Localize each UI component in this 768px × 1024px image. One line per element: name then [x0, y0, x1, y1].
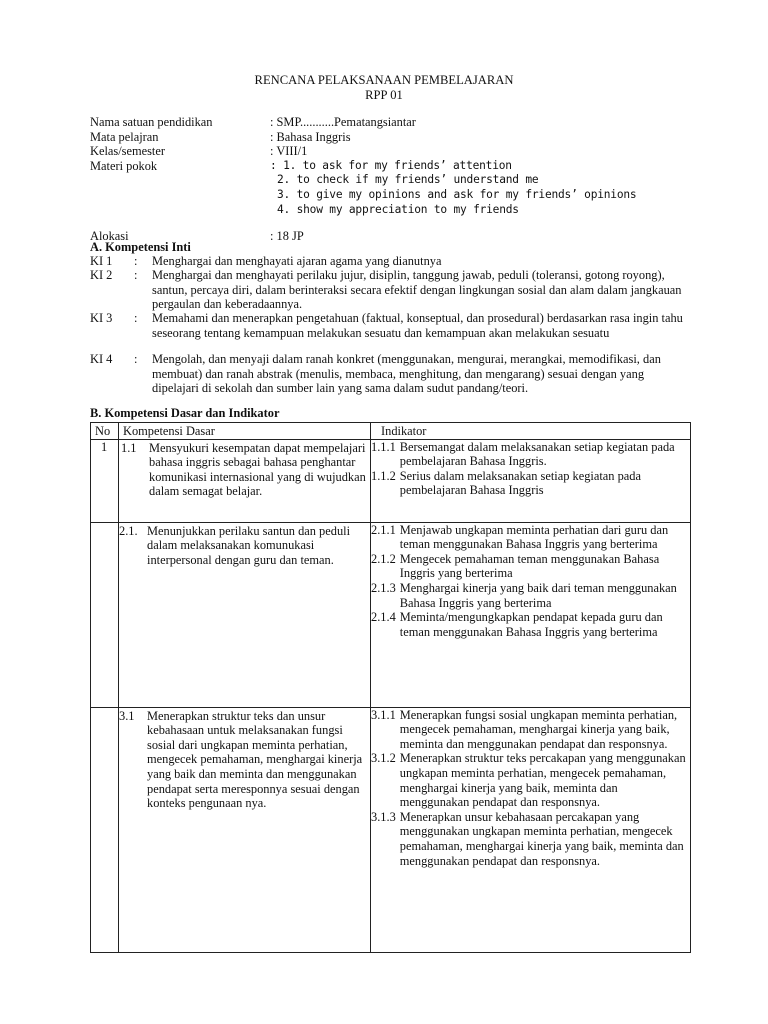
table-header-row — [91, 423, 691, 440]
kd-cell — [119, 707, 371, 952]
indikator-item — [371, 523, 690, 552]
ki-colon: : — [134, 268, 138, 282]
meta-row-satuan — [90, 115, 710, 130]
ki-text: Mengolah, dan menyaji dalam ranah konkret (menggunakan, mengurai, merangkai, memodifikasi, dan membuat) dan ranah abstrak (menulis, membaca, menghitung, dan mengarang) sesuai dengan yang dipelajari di sekolah dan sumber lain yang sama dalam sudut pandang/teori. — [152, 352, 661, 396]
indikator-item — [371, 751, 690, 809]
table-header-indikator: Indikator — [371, 423, 691, 440]
ki-code: KI 4 — [90, 352, 113, 366]
indikator-item — [371, 469, 690, 498]
indikator-item — [371, 440, 690, 469]
table-row — [91, 439, 691, 522]
indikator-item — [371, 810, 690, 868]
kd-entry — [119, 440, 370, 499]
indikator-number: 2.1.2 — [371, 551, 396, 566]
table-header-kd: Kompetensi Dasar — [119, 423, 371, 440]
indikator-number: 3.1.1 — [371, 707, 396, 722]
meta-label: Mata pelajran — [90, 129, 159, 144]
document-title: RENCANA PELAKSANAAN PEMBELAJARAN — [254, 73, 514, 87]
kd-number: 2.1. — [119, 523, 138, 538]
table-row — [91, 522, 691, 707]
section-heading-kompetensi-inti: A. Kompetensi Inti — [90, 240, 191, 254]
indikator-text: Bersemangat dalam melaksanakan setiap kegiatan pada pembelajaran Bahasa Inggris. — [399, 439, 675, 469]
ki-colon: : — [134, 311, 138, 325]
indikator-number: 1.1.1 — [371, 439, 396, 454]
meta-value: : SMP...........Pematangsiantar — [270, 115, 416, 129]
materi-item: 4. show my appreciation to my friends — [277, 202, 519, 216]
row-no — [91, 522, 119, 707]
meta-label: Alokasi — [90, 229, 129, 244]
meta-value: : Bahasa Inggris — [270, 129, 351, 144]
kd-text: Menerapkan struktur teks dan unsur kebahasaan untuk melaksanakan fungsi sosial dari ungkapan meminta perhatian, mengecek pemahaman, menghargai kinerja yang baik dan meminta dan menggunakan pendapat serta meresponnya sesuai dengan konteks pengunaan nya. — [147, 708, 363, 811]
kd-number: 1.1 — [121, 440, 137, 455]
kd-text: Menunjukkan perilaku santun dan peduli dalam melaksanakan komunukasi interpersonal dengan guru dan teman. — [147, 523, 351, 567]
ki-code: KI 1 — [90, 254, 113, 268]
meta-label: Kelas/semester — [90, 144, 166, 159]
indikator-item — [371, 708, 690, 752]
kompetensi-table — [90, 422, 691, 953]
ki-colon: : — [134, 254, 138, 268]
materi-item: 2. to check if my friends’ understand me — [277, 173, 539, 187]
materi-item: : 1. to ask for my friends’ attention — [270, 158, 512, 172]
indikator-item — [371, 610, 690, 639]
ki-colon: : — [134, 352, 138, 366]
document-subtitle: RPP 01 — [365, 88, 403, 102]
indikator-cell — [371, 522, 691, 707]
meta-value: : VIII/1 — [270, 144, 308, 159]
indikator-text: Meminta/mengungkapkan pendapat kepada guru dan teman menggunakan Bahasa Inggris yang berterima — [399, 610, 663, 639]
ki-code: KI 3 — [90, 311, 113, 325]
indikator-text: Menjawab ungkapan meminta perhatian dari guru dan teman menggunakan Bahasa Inggris yang berterima — [399, 522, 669, 552]
indikator-text: Serius dalam melaksanakan setiap kegiatan pada pembelajaran Bahasa Inggris — [399, 468, 641, 498]
meta-label: Materi pokok — [90, 158, 158, 173]
materi-item: 3. to give my opinions and ask for my friends’ opinions — [277, 187, 637, 201]
meta-block — [90, 115, 710, 244]
indikator-text: Menerapkan struktur teks percakapan yang menggunakan ungkapan meminta perhatian, mengecek pemahaman, menghargai kinerja yang baik, meminta dan menggunakan pendapat dan responsnya. — [399, 751, 686, 810]
meta-row-materi — [90, 159, 710, 217]
indikator-number: 1.1.2 — [371, 468, 396, 483]
indikator-cell — [371, 707, 691, 952]
indikator-cell — [371, 439, 691, 522]
kd-entry — [119, 708, 370, 811]
ki-text: Menghargai dan menghayati perilaku jujur, disiplin, tanggung jawab, peduli (toleransi, gotong royong), santun, percaya diri, dalam berinteraksi secara efektif dengan lingkungan sosial dan alam dalam jangkauan pergaulan dan keberadaannya. — [152, 268, 682, 312]
kd-number: 3.1 — [119, 708, 135, 723]
table-header-no: No — [91, 423, 119, 440]
ki-text: Menghargai dan menghayati ajaran agama yang dianutnya — [152, 254, 442, 268]
meta-row-kelas — [90, 144, 710, 159]
indikator-text: Menghargai kinerja yang baik dari teman menggunakan Bahasa Inggris yang berterima — [399, 580, 677, 610]
indikator-text: Mengecek pemahaman teman menggunakan Bahasa Inggris yang berterima — [399, 551, 660, 581]
section-heading-kompetensi-dasar: B. Kompetensi Dasar dan Indikator — [90, 406, 280, 420]
indikator-text: Menerapkan unsur kebahasaan percakapan yang menggunakan ungkapan meminta perhatian, mengecek pemahaman, menghargai kinerja yang baik, meminta dan menggunakan pendapat dan responsnya. — [399, 809, 684, 868]
indikator-text: Menerapkan fungsi sosial ungkapan meminta perhatian, mengecek pemahaman, menghargai kinerja yang baik, meminta dan menggunakan pendapat dan responsnya. — [399, 707, 678, 751]
indikator-number: 3.1.3 — [371, 809, 396, 824]
indikator-number: 2.1.4 — [371, 610, 396, 625]
meta-label: Nama satuan pendidikan — [90, 115, 213, 129]
row-no: 1 — [91, 439, 119, 522]
indikator-item — [371, 552, 690, 581]
indikator-item — [371, 581, 690, 610]
indikator-number: 3.1.2 — [371, 751, 396, 766]
row-no — [91, 707, 119, 952]
kd-cell — [119, 522, 371, 707]
ki-text: Memahami dan menerapkan pengetahuan (faktual, konseptual, dan prosedural) berdasarkan rasa ingin tahu seseorang tentang kemampuan melakukan sesuatu dan kemampuan akan melakukan sesuatu — [152, 311, 683, 340]
table-row — [91, 707, 691, 952]
meta-value: : 18 JP — [270, 229, 304, 244]
kd-cell — [119, 439, 371, 522]
ki-code: KI 2 — [90, 268, 113, 282]
indikator-number: 2.1.3 — [371, 580, 396, 595]
indikator-number: 2.1.1 — [371, 522, 396, 537]
kd-text: Mensyukuri kesempatan dapat mempelajari bahasa inggris sebagai bahasa penghantar komunikasi internasional yang di wujudkan dalam semagat belajar. — [149, 440, 366, 499]
meta-row-mapel — [90, 130, 710, 145]
kd-entry — [119, 523, 370, 568]
materi-list — [270, 159, 710, 217]
